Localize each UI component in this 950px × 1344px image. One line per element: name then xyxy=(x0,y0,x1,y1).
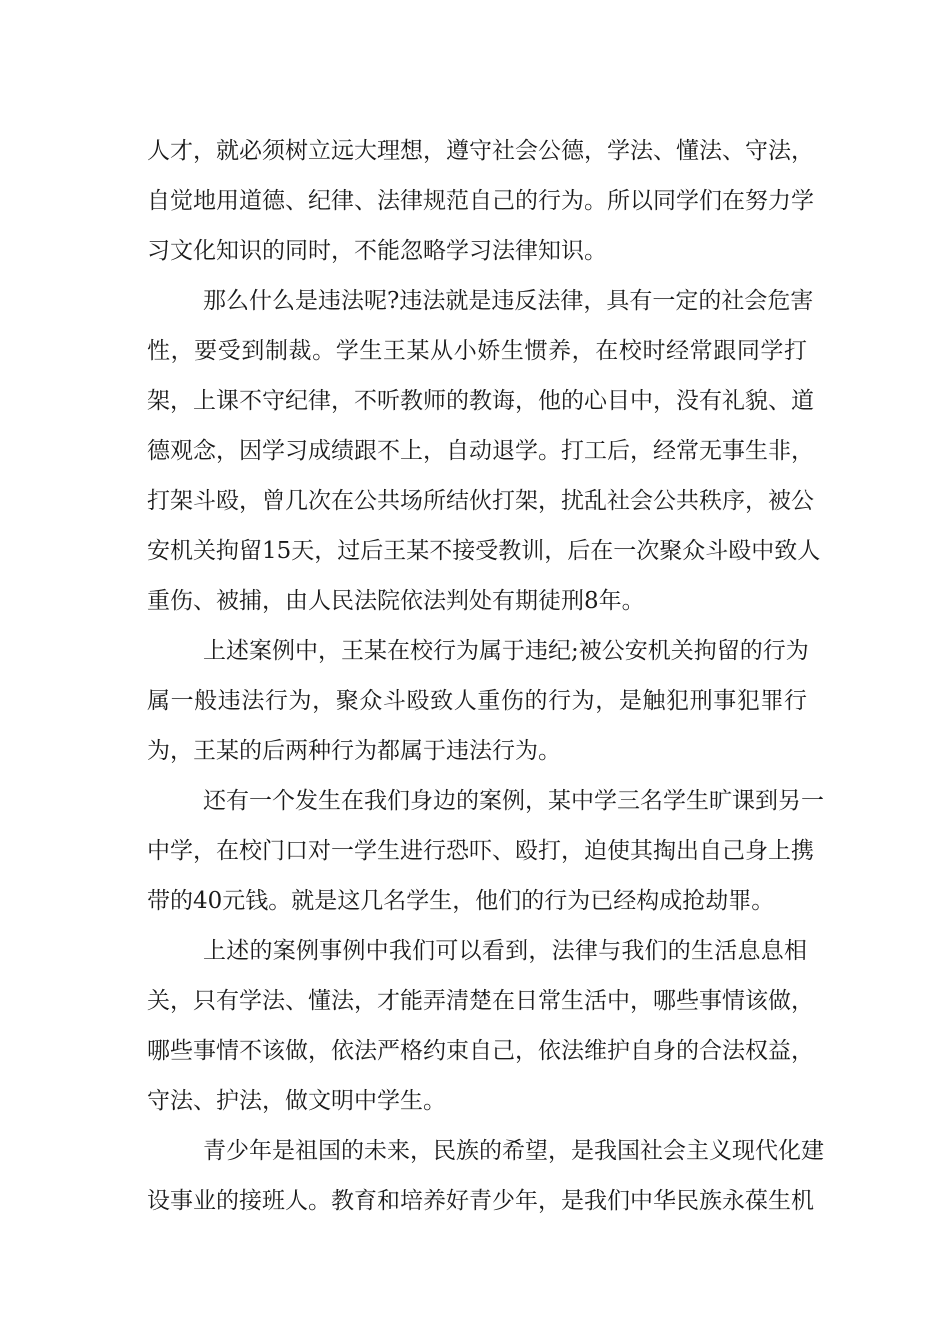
paragraph-first-line: 那么什么是违法呢?违法就是违反法律，具有一定的社会危害 xyxy=(203,288,814,314)
text-line: 哪些事情不该做，依法严格约束自己，依法维护自身的合法权益， xyxy=(147,1038,814,1064)
paragraph-first-line: 青少年是祖国的未来，民族的希望，是我国社会主义现代化建 xyxy=(203,1138,824,1164)
text-line: 中学，在校门口对一学生进行恐吓、殴打，迫使其掏出自己身上携 xyxy=(147,838,814,864)
text-line: 习文化知识的同时，不能忽略学习法律知识。 xyxy=(147,238,607,264)
text-line: 重伤、被捕，由人民法院依法判处有期徒刑8年。 xyxy=(147,588,645,614)
text-line: 设事业的接班人。教育和培养好青少年，是我们中华民族永葆生机 xyxy=(147,1188,814,1214)
text-line: 自觉地用道德、纪律、法律规范自己的行为。所以同学们在努力学 xyxy=(147,188,814,214)
text-line: 架，上课不守纪律，不听教师的教诲，他的心目中，没有礼貌、道 xyxy=(147,388,814,414)
text-line: 带的40元钱。就是这几名学生，他们的行为已经构成抢劫罪。 xyxy=(147,888,775,914)
paragraph-first-line: 上述案例中，王某在校行为属于违纪;被公安机关拘留的行为 xyxy=(203,638,809,664)
paragraph-first-line: 还有一个发生在我们身边的案例，某中学三名学生旷课到另一 xyxy=(203,788,824,814)
paragraph-first-line: 上述的案例事例中我们可以看到，法律与我们的生活息息相 xyxy=(203,938,807,964)
text-line: 人才，就必须树立远大理想，遵守社会公德，学法、懂法、守法， xyxy=(147,138,814,164)
text-line: 为，王某的后两种行为都属于违法行为。 xyxy=(147,738,561,764)
text-line: 守法、护法，做文明中学生。 xyxy=(147,1088,446,1114)
text-line: 安机关拘留15天，过后王某不接受教训，后在一次聚众斗殴中致人 xyxy=(147,538,821,564)
text-line: 性，要受到制裁。学生王某从小娇生惯养，在校时经常跟同学打 xyxy=(147,338,807,364)
text-line: 关，只有学法、懂法，才能弄清楚在日常生活中，哪些事情该做， xyxy=(147,988,814,1014)
text-line: 属一般违法行为，聚众斗殴致人重伤的行为，是触犯刑事犯罪行 xyxy=(147,688,807,714)
text-line: 打架斗殴，曾几次在公共场所结伙打架，扰乱社会公共秩序，被公 xyxy=(147,488,814,514)
text-line: 德观念，因学习成绩跟不上，自动退学。打工后，经常无事生非， xyxy=(147,438,814,464)
